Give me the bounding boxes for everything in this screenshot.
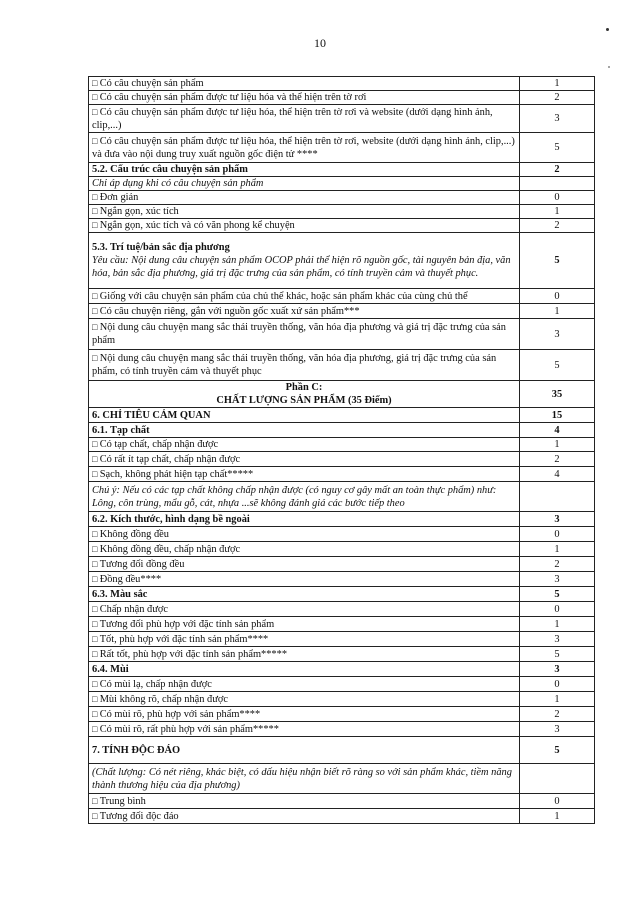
criterion-cell xyxy=(89,105,520,133)
checkbox-option-label: □ Có câu chuyện sản phẩm được tư liệu hóa và thể hiện trên tờ rơi xyxy=(92,92,366,103)
table-row xyxy=(89,289,595,304)
table-row xyxy=(89,512,595,527)
score-cell: 2 xyxy=(520,219,595,233)
checkbox-option-label: □ Tốt, phù hợp với đặc tính sản phẩm**** xyxy=(92,634,268,645)
checkbox-option-label: □ Đơn giản xyxy=(92,192,138,203)
criterion-cell xyxy=(89,205,520,219)
criterion-cell xyxy=(89,572,520,587)
criterion-cell: 6.3. Màu sắc xyxy=(89,587,520,602)
criterion-cell: 6. CHỈ TIÊU CẢM QUAN xyxy=(89,408,520,423)
table-row xyxy=(89,319,595,350)
checkbox-option-label: □ Có câu chuyện sản phẩm được tư liệu hóa, thể hiện trên tờ rơi, website (dưới dạng hình ảnh, clip,...) và đưa vào nội dung truy xuất nguồn gốc điện tử **** xyxy=(92,136,515,160)
criterion-cell: 6.2. Kích thước, hình dạng bề ngoài xyxy=(89,512,520,527)
score-cell: 1 xyxy=(520,304,595,319)
score-cell: 0 xyxy=(520,289,595,304)
score-cell: 1 xyxy=(520,809,595,824)
checkbox-option-label: □ Ngắn gọn, xúc tích và có văn phong kể chuyện xyxy=(92,220,295,231)
criterion-cell: 6.4. Mùi xyxy=(89,662,520,677)
table-row xyxy=(89,632,595,647)
checkbox-option-label: □ Không đồng đều xyxy=(92,529,169,540)
criterion-cell xyxy=(89,722,520,737)
criterion-cell xyxy=(89,602,520,617)
score-cell: 5 xyxy=(520,233,595,289)
table-row xyxy=(89,587,595,602)
criterion-cell: (Chất lượng: Có nét riêng, khác biệt, có dấu hiệu nhận biết rõ ràng so với sản phẩm khác, tiềm năng thành thương hiệu của địa phương) xyxy=(89,764,520,794)
score-cell: 3 xyxy=(520,319,595,350)
criterion-cell xyxy=(89,233,520,289)
score-cell: 3 xyxy=(520,572,595,587)
table-row xyxy=(89,177,595,191)
score-cell: 2 xyxy=(520,91,595,105)
table-row xyxy=(89,647,595,662)
score-cell xyxy=(520,764,595,794)
checkbox-option-label: □ Tương đối độc đáo xyxy=(92,811,179,822)
score-cell: 5 xyxy=(520,737,595,764)
checkbox-option-label: □ Có mùi rõ, rất phù hợp với sản phẩm***** xyxy=(92,724,279,735)
score-cell: 0 xyxy=(520,602,595,617)
table-row xyxy=(89,737,595,764)
checkbox-option-label: □ Đồng đều**** xyxy=(92,574,161,585)
table-row xyxy=(89,191,595,205)
table-row xyxy=(89,722,595,737)
table-row xyxy=(89,91,595,105)
criterion-cell xyxy=(89,794,520,809)
score-cell: 2 xyxy=(520,452,595,467)
criterion-cell: 6.1. Tạp chất xyxy=(89,423,520,438)
table-row xyxy=(89,105,595,133)
table-row xyxy=(89,677,595,692)
criterion-cell xyxy=(89,438,520,452)
score-cell xyxy=(520,482,595,512)
table-row xyxy=(89,219,595,233)
criterion-cell xyxy=(89,350,520,381)
table-row xyxy=(89,233,595,289)
section-requirement: Yêu cầu: Nội dung câu chuyện sản phẩm OCOP phải thể hiện rõ nguồn gốc, tài nguyên bản địa, văn hóa, bản sắc địa phương, giá trị đặc trưng của sản phẩm, có tính truyền cảm và thuyết phục. xyxy=(92,255,511,279)
score-cell: 3 xyxy=(520,722,595,737)
score-cell: 15 xyxy=(520,408,595,423)
score-cell: 0 xyxy=(520,794,595,809)
table-row xyxy=(89,381,595,408)
criterion-cell xyxy=(89,77,520,91)
table-row xyxy=(89,423,595,438)
table-row xyxy=(89,304,595,319)
table-row xyxy=(89,692,595,707)
page-number: 10 xyxy=(314,36,326,50)
score-cell: 1 xyxy=(520,692,595,707)
checkbox-option-label: □ Có tạp chất, chấp nhận được xyxy=(92,439,218,450)
criterion-cell: 7. TÍNH ĐỘC ĐÁO xyxy=(89,737,520,764)
score-cell: 5 xyxy=(520,587,595,602)
table-row xyxy=(89,809,595,824)
criterion-cell xyxy=(89,467,520,482)
score-cell: 1 xyxy=(520,542,595,557)
criterion-cell: Chỉ áp dụng khi có câu chuyện sản phẩm xyxy=(89,177,520,191)
checkbox-option-label: □ Có câu chuyện sản phẩm xyxy=(92,78,204,89)
score-cell: 5 xyxy=(520,350,595,381)
criterion-cell xyxy=(89,381,520,408)
score-cell: 2 xyxy=(520,707,595,722)
score-cell: 5 xyxy=(520,647,595,662)
checkbox-option-label: □ Trung bình xyxy=(92,796,146,807)
table-row xyxy=(89,467,595,482)
checkbox-option-label: □ Nội dung câu chuyện mang sắc thái truyền thống, văn hóa địa phương và giá trị đặc trưng của sản phẩm xyxy=(92,322,506,346)
table-row xyxy=(89,438,595,452)
criterion-cell xyxy=(89,632,520,647)
score-cell: 0 xyxy=(520,677,595,692)
table-row xyxy=(89,602,595,617)
checkbox-option-label: □ Có mùi lạ, chấp nhận được xyxy=(92,679,212,690)
score-cell: 2 xyxy=(520,163,595,177)
score-cell: 4 xyxy=(520,467,595,482)
table-row xyxy=(89,572,595,587)
checkbox-option-label: □ Có rất ít tạp chất, chấp nhận được xyxy=(92,454,240,465)
score-cell: 3 xyxy=(520,105,595,133)
checkbox-option-label: □ Tương đối phù hợp với đặc tính sản phẩm xyxy=(92,619,274,630)
checkbox-option-label: □ Giống với câu chuyện sản phẩm của chủ thể khác, hoặc sản phẩm khác của cùng chủ thể xyxy=(92,291,468,302)
criterion-cell xyxy=(89,647,520,662)
table-row xyxy=(89,408,595,423)
score-cell: 5 xyxy=(520,133,595,163)
criterion-cell xyxy=(89,809,520,824)
table-row xyxy=(89,764,595,794)
checkbox-option-label: □ Nội dung câu chuyện mang sắc thái truyền thống, văn hóa địa phương, giá trị đặc trưng của sản phẩm, có tính truyền cảm và thuyết phục xyxy=(92,353,496,377)
table-row xyxy=(89,482,595,512)
score-cell: 1 xyxy=(520,77,595,91)
checkbox-option-label: □ Có mùi rõ, phù hợp với sản phẩm**** xyxy=(92,709,260,720)
table-row xyxy=(89,205,595,219)
score-cell: 4 xyxy=(520,423,595,438)
table-row xyxy=(89,707,595,722)
table-row xyxy=(89,350,595,381)
score-cell: 3 xyxy=(520,512,595,527)
criterion-cell xyxy=(89,91,520,105)
part-label: Phần C: xyxy=(285,382,323,393)
criterion-cell xyxy=(89,677,520,692)
criterion-cell xyxy=(89,617,520,632)
score-cell xyxy=(520,177,595,191)
checkbox-option-label: □ Có câu chuyện riêng, gắn với nguồn gốc xuất xứ sản phẩm*** xyxy=(92,306,360,317)
criterion-cell xyxy=(89,707,520,722)
table-row xyxy=(89,77,595,91)
table-row xyxy=(89,163,595,177)
criterion-cell: 5.2. Cấu trúc câu chuyện sản phẩm xyxy=(89,163,520,177)
scoring-table-body xyxy=(89,77,595,824)
scan-speck xyxy=(608,66,610,68)
score-cell: 1 xyxy=(520,438,595,452)
table-row xyxy=(89,133,595,163)
criterion-cell xyxy=(89,304,520,319)
part-title: CHẤT LƯỢNG SẢN PHẨM (35 Điểm) xyxy=(216,395,392,406)
criterion-cell xyxy=(89,692,520,707)
checkbox-option-label: □ Mùi không rõ, chấp nhận được xyxy=(92,694,228,705)
criterion-cell xyxy=(89,527,520,542)
score-cell: 0 xyxy=(520,191,595,205)
criterion-cell xyxy=(89,319,520,350)
scan-speck xyxy=(606,28,609,31)
table-row xyxy=(89,794,595,809)
score-cell: 3 xyxy=(520,662,595,677)
criterion-cell xyxy=(89,219,520,233)
criterion-cell xyxy=(89,542,520,557)
checkbox-option-label: □ Sạch, không phát hiện tạp chất***** xyxy=(92,469,253,480)
table-row xyxy=(89,542,595,557)
table-row xyxy=(89,617,595,632)
score-cell: 2 xyxy=(520,557,595,572)
criterion-cell xyxy=(89,133,520,163)
section-heading: 5.3. Trí tuệ/bản sắc địa phương xyxy=(92,242,230,253)
checkbox-option-label: □ Rất tốt, phù hợp với đặc tính sản phẩm***** xyxy=(92,649,287,660)
table-row xyxy=(89,527,595,542)
score-cell: 1 xyxy=(520,205,595,219)
checkbox-option-label: □ Tương đối đồng đều xyxy=(92,559,184,570)
checkbox-option-label: □ Chấp nhận được xyxy=(92,604,168,615)
criterion-cell xyxy=(89,452,520,467)
table-row xyxy=(89,557,595,572)
criterion-cell: Chú ý: Nếu có các tạp chất không chấp nhận được (có nguy cơ gây mất an toàn thực phẩm) như: Lông, côn trùng, mẩu gỗ, cát, nhựa ...sẽ không đánh giá các bước tiếp theo xyxy=(89,482,520,512)
score-cell: 1 xyxy=(520,617,595,632)
criterion-cell xyxy=(89,191,520,205)
criterion-cell xyxy=(89,557,520,572)
score-cell: 35 xyxy=(520,381,595,408)
score-cell: 3 xyxy=(520,632,595,647)
criterion-cell xyxy=(89,289,520,304)
checkbox-option-label: □ Có câu chuyện sản phẩm được tư liệu hóa, thể hiện trên tờ rơi và website (dưới dạng hình ảnh, clip,...) xyxy=(92,107,493,131)
table-row xyxy=(89,452,595,467)
checkbox-option-label: □ Ngắn gọn, xúc tích xyxy=(92,206,179,217)
table-row xyxy=(89,662,595,677)
scoring-table xyxy=(88,76,595,824)
checkbox-option-label: □ Không đồng đều, chấp nhận được xyxy=(92,544,240,555)
score-cell: 0 xyxy=(520,527,595,542)
